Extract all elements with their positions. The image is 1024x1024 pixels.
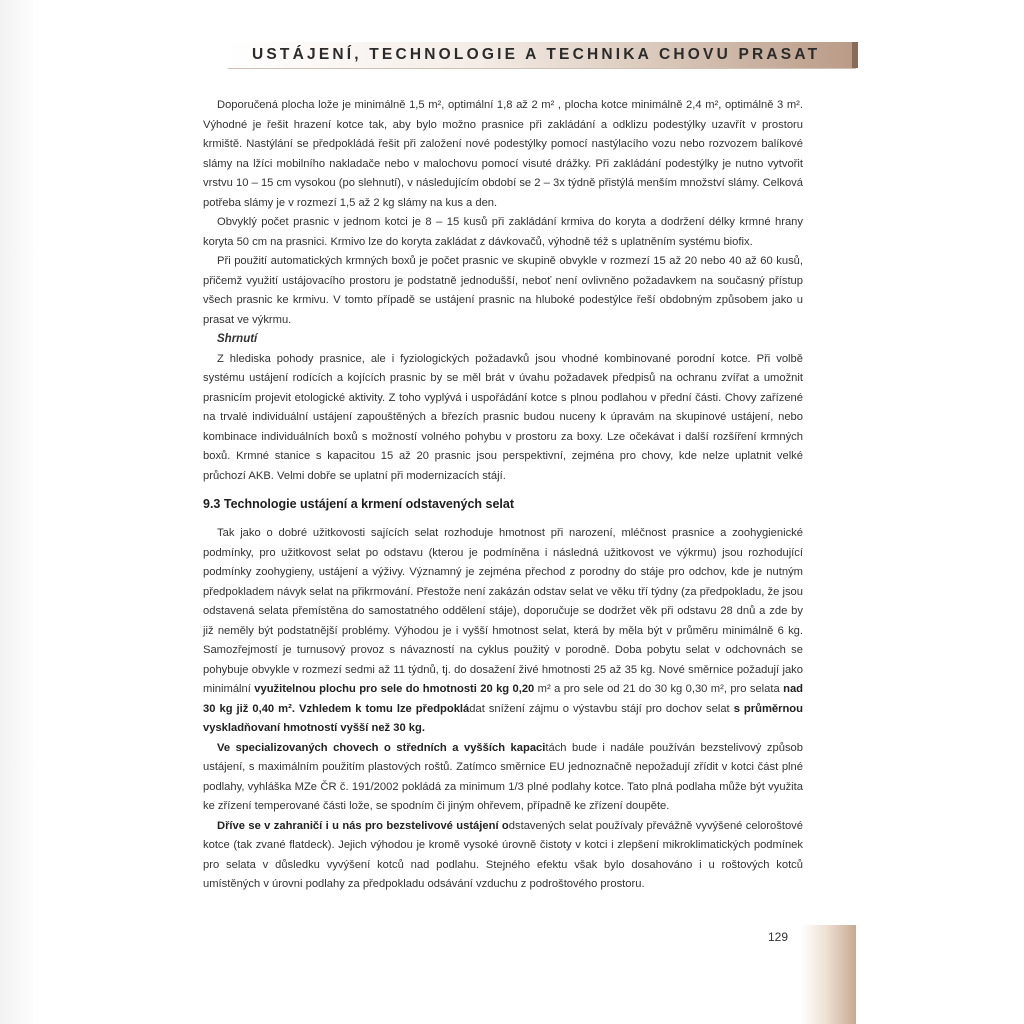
body-text bbox=[203, 96, 803, 895]
paragraph-7-text-b: dstavených selat používaly převážně vyvýšené celoroštové kotce (tak zvané flatdeck). Jejich výhodou je kromě vysoké úrovně čistoty v kotci i zlepšení mikroklimatických podmínek pro selata v důsledku vyvýšení kotců nad podlahu. Stejného efektu však bylo dosahováno i u roštových kotců umístěných v úrovni podlahy za předpokladu odsávání vzduchu z podroštového prostoru. bbox=[203, 819, 803, 890]
paragraph-5-text-c: m² a pro sele od 21 do 30 kg 0,30 m², pro selata bbox=[534, 683, 784, 695]
paragraph-7-bold-a: Dříve se v zahraničí i u nás pro bezstelivové ustájení o bbox=[217, 819, 509, 832]
paragraph-2: Obvyklý počet prasnic v jednom kotci je 8 – 15 kusů při zakládání krmiva do koryta a dodržení délky krmné hrany koryta 50 cm na prasnici. Krmivo lze do koryta zakládat z dávkovačů, výhodně též s uplatněním systému biofix. bbox=[203, 216, 803, 248]
page-number: 129 bbox=[768, 930, 789, 944]
paragraph-5 bbox=[203, 524, 803, 739]
paragraph-5-text-a: Tak jako o dobré užitkovosti sajících selat rozhoduje hmotnost při narození, mléčnost prasnice a zoohygienické podmínky, pro užitkovost selat po odstavu (kterou je podmíněna i následná užitkovost ve výkrmu) jsou rozhodující podmínky zoohygieny, ustájení a výživy. Významný je zejména přechod z porodny do stáje pro odchov, kde je nutným předpokladem návyk selat na přikrmování. Přestože není zakázán odstav selat ve věku tří týdny (za předpokladu, že jsou odstavená selata přemístěna do samostatného oddělení stáje), doporučuje se dodržet věk při odstavu 28 dnů a zde by již neměly být podstatnější problémy. Výhodou je i vyšší hmotnost selat, která by měla být v průměru minimálně 6 kg. Samozřejmostí je turnusový provoz s návazností na cyklus použitý v porodně. Doba pobytu selat v odchovnách se pohybuje obvykle v rozmezí sedmi až 11 týdnů, tj. do dosažení živé hmotnosti 25 až 35 kg. Nové směrnice požadují jako minimální bbox=[203, 527, 803, 695]
paragraph-6-text-b: tách bude i nadále používán bezstelivový způsob ustájení, s maximálním použitím plastových roštů. Zatímco směrnice EU jednoznačně nepožadují zřídit v kotci část plné podlahy, vyhláška MZe ČR č. 191/2002 pokládá za minimum 1/3 plné podlahy kotce. Tato plná podlaha může být využita ke zřízení temperované části lože, se spodním či jiným ohřevem, případně ke zřízení doupěte. bbox=[203, 741, 803, 812]
section-title: Technologie ustájení a krmení odstavených selat bbox=[223, 497, 515, 511]
header-accent-strip bbox=[852, 42, 858, 68]
section-heading bbox=[203, 494, 803, 514]
summary-paragraph: Z hlediska pohody prasnice, ale i fyziologických požadavků jsou vhodné kombinované porodní kotce. Při volbě systému ustájení rodících a kojících prasnic by se měl brát v úvahu požadavek předpisů na ochranu zvířat a umožnit prasnicím projevit etologické aktivity. Z toho vyplývá i uspořádání kotce s plnou podlahou v přední části. Chovy zařízené na trvalé individuální ustájení zapouštěných a březích prasnic budou nuceny k úpravám na skupinové ustájení, nebo kombinace individuálních boxů s možností volného pohybu v prostoru za boxy. Lze očekávat i další rozšíření krmných boxů. Krmné stanice s kapacitou 15 až 20 prasnic jsou perspektivní, zejména pro chovy, kde nelze uplatnit velké průchozí AKB. Velmi dobře se uplatní při modernizacích stájí. bbox=[203, 352, 803, 482]
page-corner-tab bbox=[800, 925, 856, 1024]
paragraph-5-bold-d: nad 30 kg již 0,40 m². Vzhledem k tomu lze předpoklá bbox=[203, 683, 803, 715]
header-rule bbox=[228, 68, 856, 69]
summary-heading: Shrnutí bbox=[217, 333, 258, 345]
paragraph-1: Doporučená plocha lože je minimálně 1,5 m², optimální 1,8 až 2 m² , plocha kotce minimálně 2,4 m², optimálně 3 m². Výhodné je řešit hrazení kotce tak, aby bylo možno prasnice při zakládání a odklizu podestýlky uzavřít v prostoru krmiště. Nastýlání se předpokládá řešit při založení nové podestýlky pomocí nastýlacího vozu nebo rozvozem balíkové slámy na lžíci mobilního nakladače nebo v malochovu pomocí visuté drážky. Při zakládání podestýlky je nutno vytvořit vrstvu 10 – 15 cm vysokou (po slehnutí), v následujícím období se 2 – 3x týdně přistýlá menším množství slámy. Celková potřeba slámy je v rozmezí 1,5 až 2 kg slámy na kus a den. bbox=[203, 99, 803, 209]
section-number: 9.3 bbox=[203, 497, 221, 511]
paragraph-6-bold-a: Ve specializovaných chovech o středních a vyšších kapaci bbox=[217, 741, 546, 754]
paragraph-5-bold-b: využitelnou plochu pro sele do hmotnosti 20 kg 0,20 bbox=[254, 683, 535, 695]
paragraph-5-bold-f: s průměrnou vyskladňovaní hmotností vyšší než 30 kg. bbox=[203, 702, 803, 734]
running-header: USTÁJENÍ, TECHNOLOGIE A TECHNIKA CHOVU PRASAT bbox=[252, 46, 821, 63]
paragraph-7 bbox=[203, 817, 803, 895]
page-edge-shadow bbox=[0, 0, 40, 1024]
paragraph-5-text-e: dat snížení zájmu o výstavbu stájí pro dochov selat bbox=[469, 702, 734, 715]
paragraph-6 bbox=[203, 739, 803, 817]
paragraph-3: Při použití automatických krmných boxů je počet prasnic ve skupině obvykle v rozmezí 15 až 20 nebo 40 až 60 kusů, přičemž využití ustájovacího prostoru je podstatně jednodušší, neboť není ovlivněno požadavkem na současný přístup všech prasnic ke krmivu. V tomto případě se ustájení prasnic na hluboké podestýlce řeší obdobným způsobem jako u prasat ve výkrmu. bbox=[203, 255, 803, 326]
